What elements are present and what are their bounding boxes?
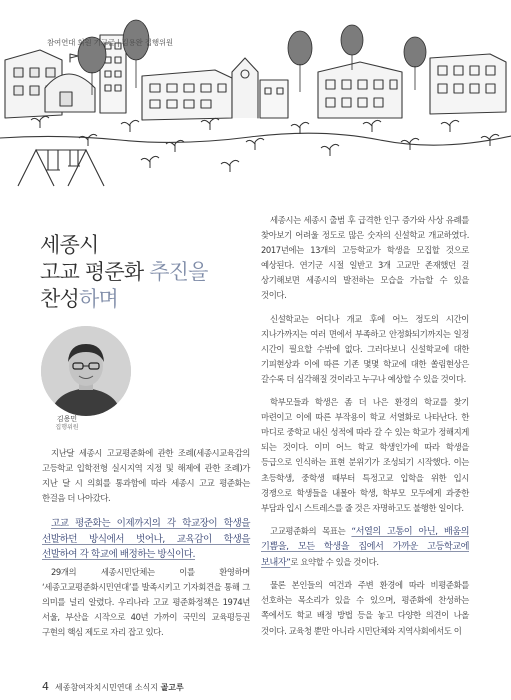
author-name: 김용민 — [56, 415, 78, 423]
page-number: 4 — [42, 680, 49, 693]
sprouts — [31, 116, 499, 172]
author-portrait-icon — [41, 326, 131, 416]
publication-title: 골고루 — [160, 683, 184, 692]
right-paragraph-4-tail: 로 요약할 수 있을 것이다. — [290, 556, 379, 567]
title-line-3-light: 하며 — [78, 287, 118, 311]
swing-set — [18, 150, 104, 186]
building-long — [142, 70, 232, 120]
right-paragraph-3: 학부모들과 학생은 좀 더 나은 환경의 학교를 찾기 마련이고 이에 따른 부작용이 학교 서열화로 나타난다. 한 마디로 중학교 내신 성적에 따라 갈 수 있는 학교가 정해지게 되는 것이다. 이미 어느 학교 학생인가에 따라 학생을 등급으로 인식하는 표현 분위기가 조성되기 시작했다. 이는 초등학생, 중학생 때부터 특정고교 입학을 위한 입시 경쟁으로 학생들을 내몰아 학생, 학부모 모두에게 과중한 부담과 입시 스트레스를 줄 것은 자명하고도 불행한 일이다. — [261, 397, 469, 513]
left-column — [42, 446, 250, 640]
article-title — [40, 232, 250, 313]
highlight-quote — [42, 516, 250, 563]
right-paragraph-1: 세종시는 세종시 출범 후 급격한 인구 증가와 사상 유례를 찾아보기 어려울 정도로 많은 숫자의 신설학교 개교하였다. 2017년에는 13개의 고등학교가 학생을 모집할 것으로 예상된다. 연기군 시절 일반고 3개 고교만 존재했던 걸 상기해보면 세종시의 발전하는 모습을 가늠할 수 있을 것이다. — [261, 215, 469, 301]
right-paragraph-4-quote-text: “서열의 고통이 아닌, 배움의 기쁨을, 모든 학생을 집에서 가까운 고등학교에 보내자” — [261, 525, 469, 568]
building-clock-tower — [232, 58, 288, 118]
title-line-2 — [40, 259, 250, 286]
right-paragraph-4 — [261, 524, 469, 571]
left-paragraph-2: 29개의 세종시민단체는 이를 환영하며 ‘세종고교평준화시민연대’를 발족시키고 기자회견을 통해 그 의미를 널리 알렸다. 우리나라 고교 평준화정책은 1974년 서울, 부산을 시작으로 40년 가까이 국민의 교육평등권 구현의 핵심 제도로 자리 잡고 있다. — [42, 566, 250, 638]
highlight-quote-text: 고교 평준화는 이제까지의 각 학교장이 학생을 선발하던 방식에서 벗어나, 교육감이 학생을 선발하여 각 학교에 배정하는 방식이다. — [42, 518, 250, 561]
publication-name: 세종참여자치시민연대 소식지 — [55, 683, 161, 692]
title-line-3-dark: 찬성 — [40, 287, 79, 311]
right-paragraph-4-lead: 고교평준화의 목표는 — [270, 525, 352, 536]
title-line-2-dark: 고교 평준화 — [40, 260, 144, 284]
right-paragraph-5: 물론 본인들의 여건과 주변 환경에 따라 비평준화를 선호하는 목소리가 있을 수 있으며, 평준화에 찬성하는 쪽에서도 학교 배정 방법 등을 놓고 다양한 의견이 나올 것이다. 교육청 뿐만 아니라 시민단체와 지역사회에서도 이 — [261, 580, 469, 636]
title-line-1: 세종시 — [40, 233, 99, 257]
page-footer — [42, 680, 184, 693]
header-caption: 참여연대 회원 기고글 | 김용완 집행위원 — [47, 38, 173, 47]
title-line-2-light: 추진을 — [143, 260, 208, 284]
right-paragraph-2: 신설학교는 어디나 개교 후에 어느 정도의 시간이 지나가까지는 여러 면에서 부족하고 안정화되기까지는 일정 시간이 필요할 수밖에 없다. 그러다보니 신설학교에 대한 기피현상과 이에 따른 기존 몇몇 학교에 대한 쏠림현상은 갈수록 더 심각해질 것이라고 누구나 예상할 수 있을 것이다. — [261, 313, 469, 384]
left-paragraph-1: 지난달 세종시 고교평준화에 관한 조례(세종시교육감의 고등학교 입학전형 실시지역 지정 및 해제에 관한 조례)가 지난 달 시 의회를 통과함에 따라 세종시 고교 평준화는 한걸음 더 나아갔다. — [42, 448, 250, 504]
author-photo — [41, 326, 131, 416]
title-line-3 — [40, 286, 250, 313]
right-column — [261, 213, 469, 639]
author-role: 집행위원 — [55, 424, 79, 431]
town-illustration — [0, 0, 511, 205]
